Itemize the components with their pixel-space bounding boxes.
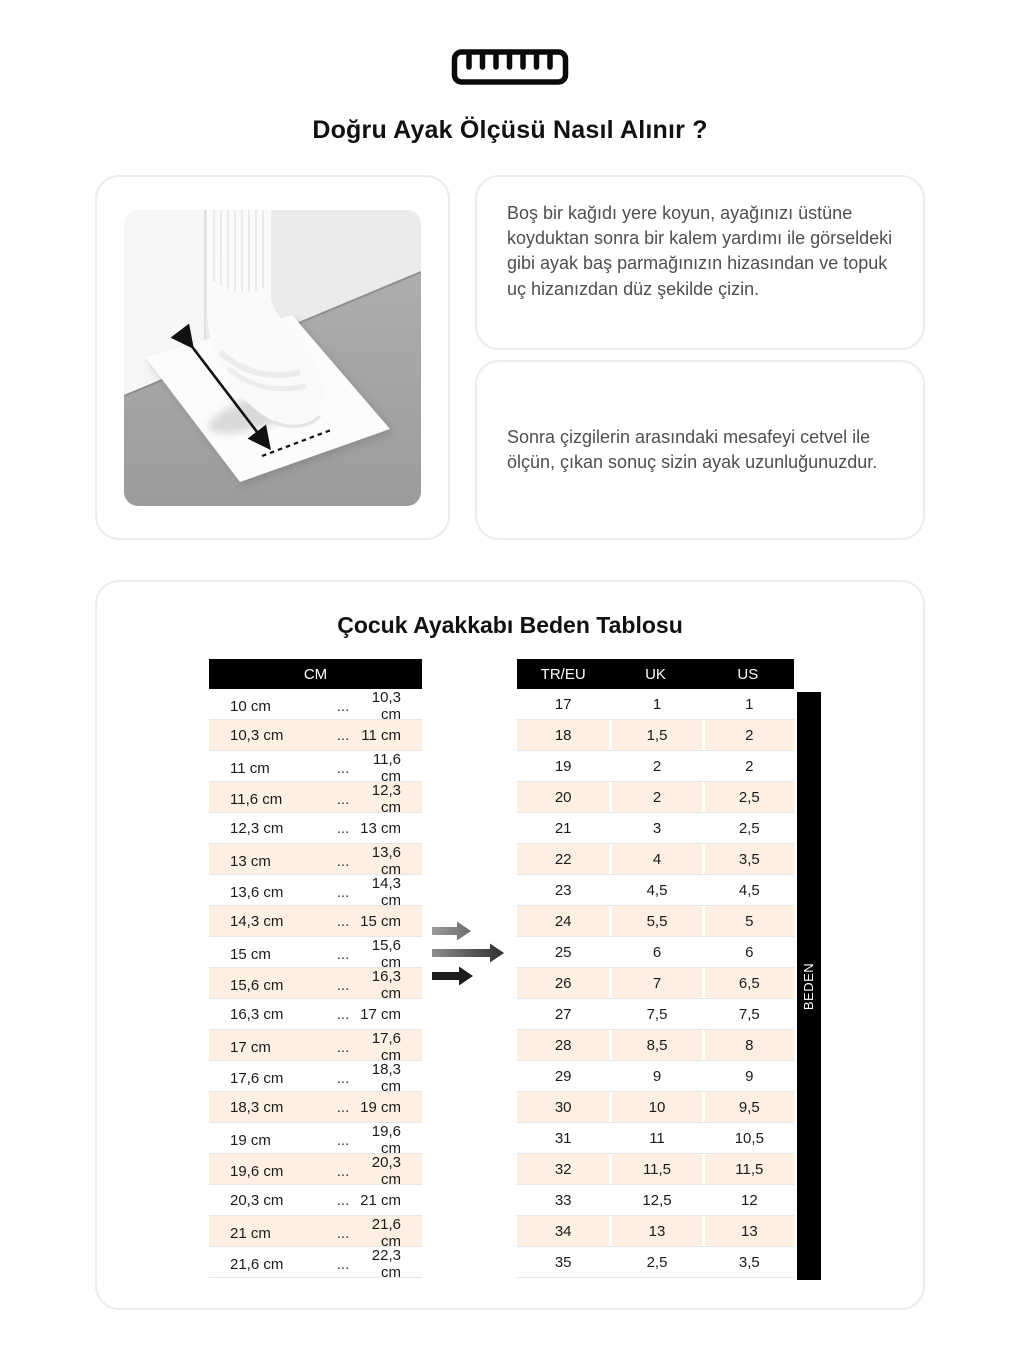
- size-cell: 2: [702, 751, 794, 781]
- cm-row: [209, 1247, 422, 1281]
- size-cell: 10: [609, 1092, 701, 1122]
- cm-cell: ...: [336, 819, 350, 837]
- cm-row: [209, 1123, 422, 1157]
- size-cell: 5,5: [609, 906, 701, 936]
- page-header: [0, 0, 1020, 145]
- cm-cell: 18,3 cm: [230, 1098, 284, 1116]
- size-cell: 13: [609, 1216, 701, 1246]
- cm-table-header: CM: [209, 659, 422, 689]
- cm-row: [209, 689, 422, 723]
- cm-row: [209, 1185, 422, 1216]
- size-row: [517, 813, 794, 844]
- cm-cell: 11 cm: [230, 759, 270, 777]
- cm-cell: 10,3 cm: [230, 726, 284, 744]
- size-cell: 11,5: [609, 1154, 701, 1184]
- size-cell: 23: [554, 881, 572, 899]
- size-cell: 2,5: [609, 1247, 701, 1277]
- cm-row: [209, 1061, 422, 1095]
- cm-cell: 18,3 cm: [371, 1061, 401, 1095]
- size-cell: 2: [609, 782, 701, 812]
- size-cell: 24: [554, 912, 572, 930]
- size-cell: 12: [702, 1185, 794, 1215]
- beden-vertical-label: BEDEN: [797, 692, 821, 1280]
- cm-row: [209, 720, 422, 751]
- size-row: [517, 1030, 794, 1061]
- cm-row: [209, 1216, 422, 1250]
- cm-cell: 17 cm: [230, 1038, 271, 1056]
- cm-cell: 11 cm: [361, 726, 401, 744]
- cm-row: [209, 813, 422, 844]
- cm-cell: 19,6 cm: [230, 1162, 284, 1180]
- col-header-uk: UK: [645, 665, 666, 683]
- cm-cell: 20,3 cm: [230, 1191, 284, 1209]
- size-cell: 2,5: [702, 813, 794, 843]
- cm-row: [209, 937, 422, 971]
- size-cell: 7,5: [609, 999, 701, 1029]
- cm-cell: ...: [336, 1098, 350, 1116]
- size-row: [517, 937, 794, 968]
- cm-cell: 13 cm: [230, 852, 271, 870]
- cm-cell: ...: [336, 726, 350, 744]
- size-row: [517, 1092, 794, 1123]
- cm-row: [209, 999, 422, 1030]
- size-row: [517, 751, 794, 782]
- size-cell: 33: [554, 1191, 572, 1209]
- size-cell: 7: [609, 968, 701, 998]
- cm-cell: ...: [336, 790, 350, 808]
- size-cell: 32: [554, 1160, 572, 1178]
- cm-cell: ...: [336, 1191, 350, 1209]
- cm-cell: ...: [336, 1131, 350, 1149]
- size-row: [517, 875, 794, 906]
- cm-cell: 15,6 cm: [230, 976, 284, 994]
- instruction-step-2-text: Sonra çizgilerin arasındaki mesafeyi cetvel ile ölçün, çıkan sonuç sizin ayak uzunluğunuzdur.: [507, 426, 878, 472]
- cm-cell: ...: [336, 852, 350, 870]
- size-row: [517, 906, 794, 937]
- size-cell: 9,5: [702, 1092, 794, 1122]
- size-cell: 4,5: [609, 875, 701, 905]
- size-cell: 2,5: [702, 782, 794, 812]
- size-cell: 5: [702, 906, 794, 936]
- size-cell: 6,5: [702, 968, 794, 998]
- cm-cell: ...: [336, 1038, 350, 1056]
- size-cell: 18: [554, 726, 572, 744]
- cm-cell: 13,6 cm: [371, 844, 401, 878]
- cm-cell: ...: [336, 1224, 350, 1242]
- cm-cell: 20,3 cm: [371, 1154, 401, 1188]
- foot-measurement-photo: [124, 210, 421, 506]
- size-row: [517, 1154, 794, 1185]
- size-cell: 17: [554, 695, 572, 713]
- size-cell: 10,5: [702, 1123, 794, 1153]
- cm-cell: 21,6 cm: [371, 1216, 401, 1250]
- size-cell: 34: [554, 1222, 572, 1240]
- ruler-icon: [451, 48, 569, 86]
- cm-cell: 14,3 cm: [230, 912, 284, 930]
- size-table-header: [517, 659, 794, 689]
- cm-cell: ...: [336, 1069, 350, 1087]
- size-cell: 8,5: [609, 1030, 701, 1060]
- size-cell: 3,5: [702, 844, 794, 874]
- cm-row: [209, 1092, 422, 1123]
- size-cell: 30: [554, 1098, 572, 1116]
- size-row: [517, 844, 794, 875]
- cm-cell: ...: [336, 945, 350, 963]
- size-cell: 3: [609, 813, 701, 843]
- size-cell: 22: [554, 850, 572, 868]
- cm-cell: 11,6 cm: [230, 790, 283, 808]
- page-title: Doğru Ayak Ölçüsü Nasıl Alınır ?: [312, 116, 708, 144]
- size-cell: 11,5: [702, 1154, 794, 1184]
- transfer-arrows-icon: [430, 915, 510, 995]
- cm-cell: 17 cm: [360, 1005, 401, 1023]
- cm-table: [209, 659, 422, 1280]
- size-cell: 12,5: [609, 1185, 701, 1215]
- cm-cell: 14,3 cm: [371, 875, 401, 909]
- cm-cell: 10 cm: [230, 697, 271, 715]
- size-cell: 6: [609, 937, 701, 967]
- size-cell: 11: [609, 1123, 701, 1153]
- size-row: [517, 1061, 794, 1092]
- cm-cell: 21 cm: [360, 1191, 401, 1209]
- cm-cell: 19,6 cm: [371, 1123, 401, 1157]
- col-header-tr-eu: TR/EU: [540, 665, 586, 683]
- instruction-step-1-text: Boş bir kağıdı yere koyun, ayağınızı üstüne koyduktan sonra bir kalem yardımı ile görseldeki gibi ayak baş parmağınızın hizasından ve topuk uç hizanızdan düz şekilde çizin.: [507, 203, 893, 299]
- size-cell: 2: [609, 751, 701, 781]
- cm-cell: 16,3 cm: [230, 1005, 284, 1023]
- size-row: [517, 1216, 794, 1247]
- size-cell: 1: [702, 689, 794, 719]
- size-row: [517, 689, 794, 720]
- cm-cell: 15,6 cm: [371, 937, 401, 971]
- size-cell: 6: [702, 937, 794, 967]
- size-cell: 35: [554, 1253, 572, 1271]
- foot-photo-card: [95, 175, 450, 540]
- size-cell: 26: [554, 974, 572, 992]
- size-cell: 28: [554, 1036, 572, 1054]
- size-cell: 1,5: [609, 720, 701, 750]
- instruction-step-1: [475, 175, 925, 350]
- cm-cell: 19 cm: [360, 1098, 401, 1116]
- cm-cell: 17,6 cm: [230, 1069, 284, 1087]
- size-row: [517, 720, 794, 751]
- cm-cell: 12,3 cm: [230, 819, 284, 837]
- cm-cell: ...: [336, 912, 350, 930]
- size-cell: 13: [702, 1216, 794, 1246]
- size-cell: 7,5: [702, 999, 794, 1029]
- cm-cell: 19 cm: [230, 1131, 271, 1149]
- size-row: [517, 1123, 794, 1154]
- size-cell: 1: [609, 689, 701, 719]
- size-cell: 31: [554, 1129, 572, 1147]
- cm-cell: ...: [336, 1162, 350, 1180]
- cm-cell: ...: [336, 1255, 350, 1273]
- size-cell: 21: [554, 819, 572, 837]
- instruction-step-2: [475, 360, 925, 540]
- size-cell: 25: [554, 943, 572, 961]
- cm-cell: 21,6 cm: [230, 1255, 284, 1273]
- size-row: [517, 968, 794, 999]
- cm-cell: 13 cm: [360, 819, 401, 837]
- size-cell: 8: [702, 1030, 794, 1060]
- size-cell: 20: [554, 788, 572, 806]
- cm-row: [209, 751, 422, 785]
- cm-row: [209, 1030, 422, 1064]
- cm-row: [209, 782, 422, 816]
- cm-cell: 13,6 cm: [230, 883, 284, 901]
- size-row: [517, 1247, 794, 1278]
- size-cell: 19: [554, 757, 572, 775]
- size-cell: 4,5: [702, 875, 794, 905]
- size-cell: 9: [702, 1061, 794, 1091]
- cm-cell: ...: [336, 697, 350, 715]
- cm-row: [209, 1154, 422, 1188]
- size-cell: 2: [702, 720, 794, 750]
- cm-cell: 10,3 cm: [371, 689, 401, 723]
- cm-cell: ...: [336, 883, 350, 901]
- cm-cell: 11,6 cm: [372, 751, 401, 785]
- cm-row: [209, 844, 422, 878]
- size-cell: 3,5: [702, 1247, 794, 1277]
- size-chart-title: Çocuk Ayakkabı Beden Tablosu: [337, 612, 683, 638]
- cm-cell: 22,3 cm: [371, 1247, 401, 1281]
- cm-cell: 21 cm: [230, 1224, 271, 1242]
- col-header-us: US: [737, 665, 759, 683]
- cm-cell: 12,3 cm: [371, 782, 401, 816]
- cm-cell: 16,3 cm: [371, 968, 401, 1002]
- size-cell: 9: [609, 1061, 701, 1091]
- cm-row: [209, 906, 422, 937]
- cm-cell: 17,6 cm: [371, 1030, 401, 1064]
- tables-spacer: [422, 659, 517, 1280]
- cm-cell: 15 cm: [360, 912, 401, 930]
- size-cell: 27: [554, 1005, 572, 1023]
- cm-row: [209, 875, 422, 909]
- size-row: [517, 999, 794, 1030]
- cm-cell: ...: [336, 1005, 350, 1023]
- size-row: [517, 782, 794, 813]
- size-chart-card: [95, 580, 925, 1310]
- size-table: [517, 659, 794, 1280]
- size-cell: 4: [609, 844, 701, 874]
- cm-row: [209, 968, 422, 1002]
- cm-cell: 15 cm: [230, 945, 271, 963]
- size-cell: 29: [554, 1067, 572, 1085]
- cm-cell: ...: [336, 759, 350, 777]
- cm-cell: ...: [336, 976, 350, 994]
- size-row: [517, 1185, 794, 1216]
